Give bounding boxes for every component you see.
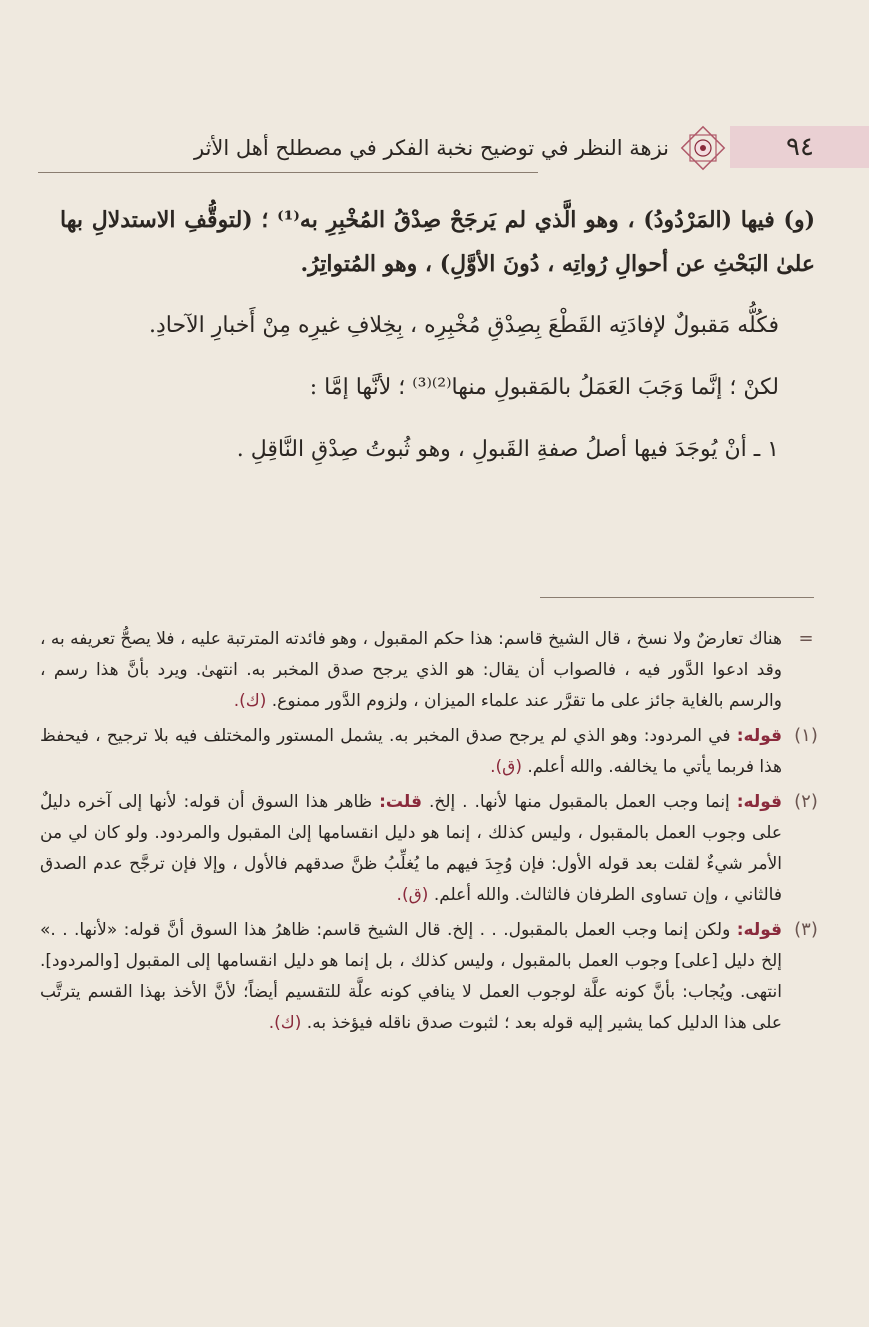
footnote-text: ظاهر هذا السوق أن قوله: لأنها إلى آخره دليلٌ على وجوب العمل بالمقبول ، وليس كذلك ، إنما هو دليل انقسامها إلىٰ المقبول والمردود. ولو كان لي من الأمر شيءٌ لقلت بعد قوله الأول: فإن وُجِدَ فيهم ما يُغلِّبُ ظنَّ صدقهم فالأول ، وإلا فإن ترجَّح عدم الصدق فالثاني ، وإن تساوى الطرفان فالثالث. والله أعلم.: [40, 792, 782, 905]
footnote-qult: قلت:: [379, 792, 422, 812]
footnotes: [40, 624, 830, 1043]
continuation-text: هناك تعارضٌ ولا نسخ ، قال الشيخ قاسم: هذا حكم المقبول ، وهو فائدته المترتبة عليه ، فلا يصحُّ تعريفه به ، وقد ادعوا الدَّور فيه ، فالصواب أن يقال: هو الذي يرجح صدق المخبر به. انتهىٰ. ويرد بأنَّ هذا رسم ، والرسم بالغاية جائز على ما تقرَّر عند علماء الميزان ، ولزوم الدَّور ممنوع.: [40, 629, 782, 711]
footnote-label: قوله:: [736, 920, 782, 940]
footnote-sigil: (ق).: [396, 885, 429, 905]
main-text: [60, 198, 815, 490]
footnote-sigil: (ك).: [268, 1013, 302, 1033]
footnote-separator: [540, 597, 814, 598]
footnote-2: [40, 787, 830, 911]
paragraph-item-1: ١ ـ أنْ يُوجَدَ فيها أصلُ صفةِ القَبولِ ، وهو ثُبوتُ صِدْقِ النَّاقِلِ .: [236, 437, 779, 462]
paragraph-amal: لكنْ ؛ إنَّما وَجَبَ العَمَلُ بالمَقبولِ منها⁽²⁾⁽³⁾ ؛ لأنَّها إمَّا :: [309, 375, 779, 400]
header-rule: [38, 172, 538, 173]
footnote-text: في المردود: وهو الذي لم يرجح صدق المخبر به. يشمل المستور والمختلف فيه بلا ترجيح ، فيحفظ هذا فربما يأتي ما يخالفه. والله أعلم.: [40, 726, 782, 777]
footnote-continuation: [40, 624, 830, 717]
footnote-1: [40, 721, 830, 783]
footnote-label: قوله:: [736, 792, 783, 812]
footnote-label: قوله:: [736, 726, 783, 746]
continuation-marker: =: [798, 628, 814, 649]
running-title: نزهة النظر في توضيح نخبة الفكر في مصطلح أهل الأثر: [193, 136, 669, 160]
footnote-marker: (١): [794, 725, 818, 746]
ornament-icon: [680, 125, 726, 171]
page-number: ٩٤: [786, 132, 814, 162]
footnote-text: ولكن إنما وجب العمل بالمقبول. . . إلخ. قال الشيخ قاسم: ظاهرُ هذا السوق أنَّ قوله: «لأنها. . .» إلخ دليل [على] وجوب العمل بالمقبول ، وليس كذلك ، بل إنما هو دليل انقسامها إلى المقبول [والمردود]. انتهى. ويُجاب: بأنَّ كونه علَّة لوجوب العمل لا ينافي كونه علَّة للتقسيم أيضاً؛ لأنَّ الأخذ بهذا القسم يترتَّب على هذا الدليل كما يشير إليه قوله بعد ؛ لثبوت صدق ناقله فيؤخذ به.: [40, 920, 782, 1033]
footnote-marker: (٢): [794, 791, 818, 812]
paragraph-mardud: (و) فيها (المَرْدُودُ) ، وهو الَّذي لم يَرجَحْ صِدْقُ المُخْبِرِ به⁽¹⁾ ؛ (لتوقُّفِ الاستدلالِ بها علىٰ البَحْثِ عن أحوالِ رُواتِه ، دُونَ الأوَّلِ) ، وهو المُتواتِرُ.: [60, 207, 815, 277]
paragraph-mutawatir: فكُلُّه مَقبولٌ لإفادَتِه القَطْعَ بِصِدْقِ مُخْبِرِه ، بِخِلافِ غيرِه مِنْ أَخبارِ الآحادِ.: [149, 313, 779, 338]
footnote-sigil: (ق).: [490, 757, 522, 777]
footnote-text: إنما وجب العمل بالمقبول منها لأنها. . إلخ.: [428, 792, 730, 812]
continuation-sigil: (ك).: [233, 691, 267, 711]
footnote-3: [40, 915, 830, 1039]
footnote-marker: (٣): [794, 919, 818, 940]
